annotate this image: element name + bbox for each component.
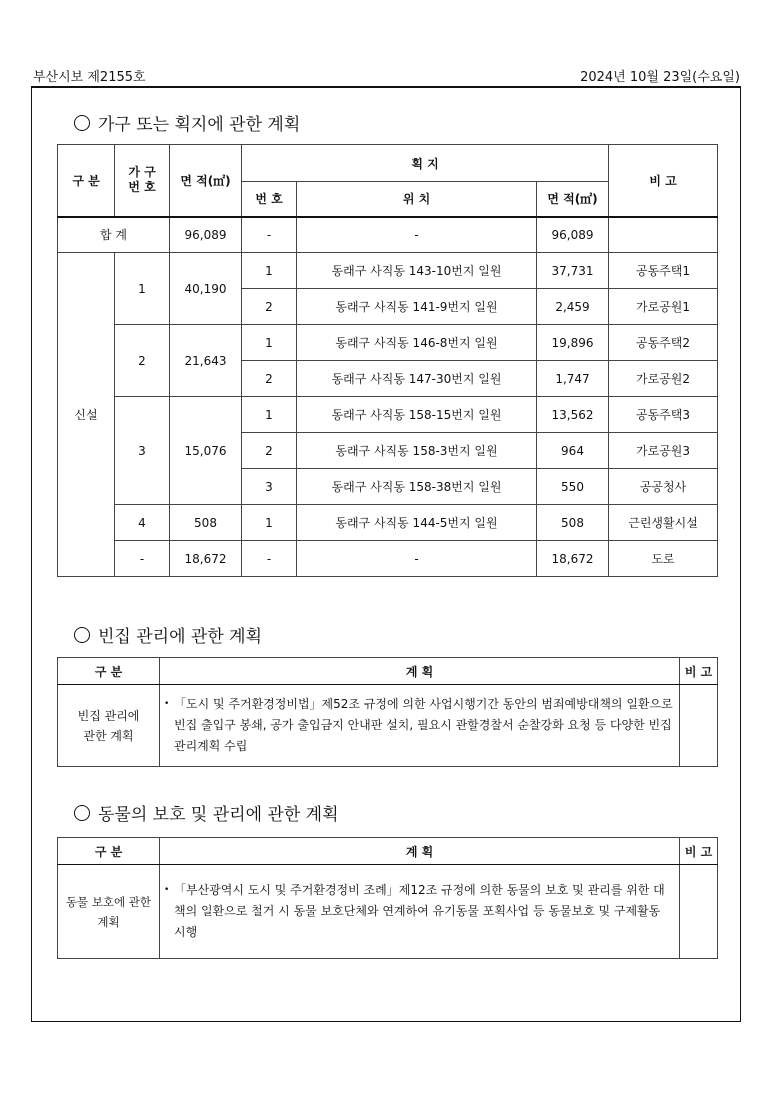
- col-plan: 계 획: [160, 658, 680, 685]
- section3-title: 동물의 보호 및 관리에 관한 계획: [98, 805, 339, 825]
- col-category: 구 분: [58, 145, 115, 217]
- section2-title-wrap: [74, 622, 262, 647]
- lot-no: 1: [242, 253, 297, 289]
- household-area: 15,076: [170, 397, 242, 505]
- total-location: -: [297, 217, 537, 253]
- section1-title-wrap: [74, 110, 300, 135]
- circle-bullet-icon: [74, 805, 90, 821]
- row-plan: [160, 865, 680, 959]
- lot-no: 2: [242, 433, 297, 469]
- household-no: 2: [115, 325, 170, 397]
- circle-bullet-icon: [74, 115, 90, 131]
- bullet: •: [164, 885, 170, 895]
- bulletin-issue: 부산시보 제2155호: [33, 70, 146, 85]
- row-category: 동물 보호에 관한 계획: [58, 865, 160, 959]
- lot-location: -: [297, 541, 537, 577]
- section2-title: 빈집 관리에 관한 계획: [98, 627, 263, 647]
- lot-remark: 가로공원3: [609, 433, 718, 469]
- section1-title: 가구 또는 획지에 관한 계획: [98, 115, 301, 135]
- lot-remark: 가로공원2: [609, 361, 718, 397]
- lot-area: 37,731: [537, 253, 609, 289]
- lot-area: 19,896: [537, 325, 609, 361]
- household-no: 3: [115, 397, 170, 505]
- lot-location: 동래구 사직동 158-15번지 일원: [297, 397, 537, 433]
- lot-remark: 가로공원1: [609, 289, 718, 325]
- lot-area: 18,672: [537, 541, 609, 577]
- table-row: [58, 685, 718, 767]
- plan-text: 「부산광역시 도시 및 주거환경정비 조례」제12조 규정에 의한 동물의 보호 및 관리를 위한 대책의 일환으로 철거 시 동물 보호단체와 연계하여 유기동물 포획사업 등 동물보호 및 구제활동 시행: [174, 883, 665, 939]
- total-row: [58, 217, 718, 253]
- total-lot-no: -: [242, 217, 297, 253]
- circle-bullet-icon: [74, 627, 90, 643]
- total-label: 합 계: [58, 217, 170, 253]
- lot-no: 3: [242, 469, 297, 505]
- lot-remark: 공동주택3: [609, 397, 718, 433]
- col-category: 구 분: [58, 838, 160, 865]
- household-no: 1: [115, 253, 170, 325]
- bullet: •: [164, 699, 170, 709]
- lot-location: 동래구 사직동 147-30번지 일원: [297, 361, 537, 397]
- plan-text: 「도시 및 주거환경정비법」제52조 규정에 의한 사업시행기간 동안의 범죄예방대책의 일환으로 빈집 출입구 봉쇄, 공가 출입금지 안내판 설치, 필요시 관할경찰서 순찰강화 요청 등 다양한 빈집관리계획 수립: [174, 697, 673, 753]
- col-lot: 획 지: [242, 145, 609, 182]
- total-lot-area: 96,089: [537, 217, 609, 253]
- table-row: [58, 865, 718, 959]
- household-no: 4: [115, 505, 170, 541]
- lot-location: 동래구 사직동 146-8번지 일원: [297, 325, 537, 361]
- table-row: [58, 253, 718, 289]
- table-row: [58, 541, 718, 577]
- lot-remark: 공공청사: [609, 469, 718, 505]
- col-lot-no: 번 호: [242, 182, 297, 217]
- row-remark: [680, 685, 718, 767]
- lot-area: 550: [537, 469, 609, 505]
- lot-no: -: [242, 541, 297, 577]
- lot-area: 508: [537, 505, 609, 541]
- table-row: [58, 505, 718, 541]
- lot-location: 동래구 사직동 141-9번지 일원: [297, 289, 537, 325]
- lot-location: 동래구 사직동 144-5번지 일원: [297, 505, 537, 541]
- lot-no: 2: [242, 289, 297, 325]
- household-no: -: [115, 541, 170, 577]
- household-area: 18,672: [170, 541, 242, 577]
- household-area: 21,643: [170, 325, 242, 397]
- section3-title-wrap: [74, 800, 339, 825]
- lot-area: 13,562: [537, 397, 609, 433]
- lot-remark: 공동주택1: [609, 253, 718, 289]
- col-plan: 계 획: [160, 838, 680, 865]
- lot-location: 동래구 사직동 158-3번지 일원: [297, 433, 537, 469]
- total-remark: [609, 217, 718, 253]
- col-category: 구 분: [58, 658, 160, 685]
- lot-no: 1: [242, 325, 297, 361]
- vacant-house-plan-table: [57, 657, 718, 767]
- lot-location: 동래구 사직동 158-38번지 일원: [297, 469, 537, 505]
- col-lot-area: 면 적(㎡): [537, 182, 609, 217]
- lot-remark: 근린생활시설: [609, 505, 718, 541]
- lot-area: 2,459: [537, 289, 609, 325]
- bulletin-date: 2024년 10월 23일(수요일): [580, 70, 740, 85]
- col-household-no: 가 구 번 호: [115, 145, 170, 217]
- lot-remark: 공동주택2: [609, 325, 718, 361]
- lot-remark: 도로: [609, 541, 718, 577]
- col-location: 위 치: [297, 182, 537, 217]
- lot-no: 1: [242, 505, 297, 541]
- table-row: [58, 397, 718, 433]
- lot-no: 1: [242, 397, 297, 433]
- row-category: 빈집 관리에 관한 계획: [58, 685, 160, 767]
- group-label: 신설: [58, 253, 115, 577]
- total-area: 96,089: [170, 217, 242, 253]
- household-area: 508: [170, 505, 242, 541]
- col-remark: 비 고: [680, 838, 718, 865]
- col-remark: 비 고: [609, 145, 718, 217]
- lot-area: 964: [537, 433, 609, 469]
- animal-protection-plan-table: [57, 837, 718, 959]
- col-remark: 비 고: [680, 658, 718, 685]
- lot-no: 2: [242, 361, 297, 397]
- table-row: [58, 325, 718, 361]
- lot-plan-table: [57, 144, 718, 577]
- row-plan: [160, 685, 680, 767]
- household-area: 40,190: [170, 253, 242, 325]
- lot-location: 동래구 사직동 143-10번지 일원: [297, 253, 537, 289]
- row-remark: [680, 865, 718, 959]
- lot-area: 1,747: [537, 361, 609, 397]
- col-area: 면 적(㎡): [170, 145, 242, 217]
